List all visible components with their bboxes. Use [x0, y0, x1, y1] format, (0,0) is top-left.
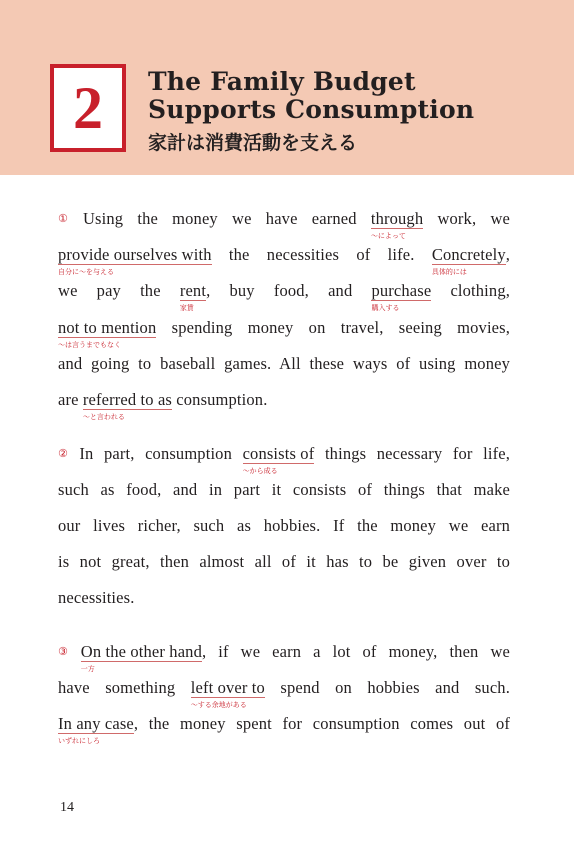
text: spend on hobbies and such.: [264, 678, 510, 697]
phrase-text: through: [370, 209, 424, 228]
gloss: 〜する余地がある: [190, 701, 247, 709]
underlined-phrase: [58, 714, 134, 745]
phrase-text: rent: [179, 281, 207, 300]
underlined-phrase: [58, 318, 157, 349]
gloss: 〜と言われる: [82, 413, 125, 421]
text: Using the money we have earned: [82, 209, 371, 228]
paragraph-marker-3: ③: [58, 645, 76, 658]
gloss: 家賃: [179, 304, 194, 312]
p1-line-3: [58, 281, 510, 312]
phrase-text: left over to: [190, 678, 265, 697]
p1-line-2: [58, 245, 510, 276]
gloss: 自分に〜を与える: [58, 268, 114, 276]
p3-line-1: [58, 642, 510, 673]
chapter-title-line-1: The Family Budget: [148, 67, 416, 96]
paragraph-marker-2: ②: [58, 447, 75, 460]
page-number: 14: [60, 800, 74, 815]
p2-line-2: such as food, and in part it consists of things that make: [58, 480, 510, 499]
chapter-header: [0, 0, 574, 175]
underlined-phrase: [58, 245, 212, 276]
chapter-number: 2: [73, 75, 103, 141]
phrase-text: Concretely: [431, 245, 506, 264]
p3-line-3: [58, 714, 510, 745]
gloss: 具体的には: [431, 268, 467, 276]
p1-line-6: [58, 390, 510, 421]
phrase-text: On the other hand: [80, 642, 202, 661]
text: ,: [505, 245, 510, 264]
text: things necessary for life,: [314, 444, 510, 463]
phrase-text: referred to as: [82, 390, 173, 409]
underlined-phrase: [431, 245, 506, 276]
underlined-phrase: [82, 390, 173, 421]
text: In part, consumption: [79, 444, 243, 463]
text: , buy food, and: [206, 281, 372, 300]
gloss: 〜によって: [370, 232, 406, 240]
p1-line-4: [58, 318, 510, 349]
p3-line-2: [58, 678, 510, 709]
gloss: 〜から成る: [242, 467, 278, 475]
phrase-text: not to mention: [58, 318, 157, 337]
text: spending money on travel, seeing movies,: [156, 318, 510, 337]
p2-line-3: our lives richer, such as hobbies. If the money we earn: [58, 516, 510, 535]
chapter-number-box: [50, 64, 126, 152]
text: work, we: [423, 209, 510, 228]
phrase-text: purchase: [371, 281, 432, 300]
text: , if we earn a lot of money, then we: [201, 642, 510, 661]
text: , the money spent for consumption comes out of: [133, 714, 510, 733]
underlined-phrase: [242, 444, 315, 475]
text: consumption.: [172, 390, 268, 409]
underlined-phrase: [370, 209, 424, 240]
gloss: 一方: [80, 665, 95, 673]
p2-line-4: is not great, then almost all of it has to be given over to: [58, 552, 510, 571]
text: the necessities of life.: [211, 245, 432, 264]
paragraph-marker-1: ①: [58, 212, 78, 225]
p1-line-1: [58, 209, 510, 240]
gloss: 購入する: [371, 304, 400, 312]
p2-line-5: necessities.: [58, 588, 135, 607]
underlined-phrase: [371, 281, 432, 312]
chapter-title: [148, 68, 474, 124]
text: clothing,: [431, 281, 510, 300]
underlined-phrase: [179, 281, 207, 312]
phrase-text: provide ourselves with: [58, 245, 212, 264]
p2-line-1: [58, 444, 510, 475]
text: are: [58, 390, 83, 409]
phrase-text: In any case: [58, 714, 134, 733]
p1-line-5: and going to baseball games. All these ways of using money: [58, 354, 510, 373]
gloss: 〜は言うまでもなく: [58, 341, 121, 349]
text: have something: [58, 678, 191, 697]
phrase-text: consists of: [242, 444, 315, 463]
text: we pay the: [58, 281, 180, 300]
underlined-phrase: [190, 678, 265, 709]
gloss: いずれにしろ: [58, 737, 100, 745]
chapter-title-line-2: Supports Consumption: [148, 95, 475, 124]
underlined-phrase: [80, 642, 202, 673]
chapter-subtitle: 家計は消費活動を支える: [148, 132, 358, 154]
